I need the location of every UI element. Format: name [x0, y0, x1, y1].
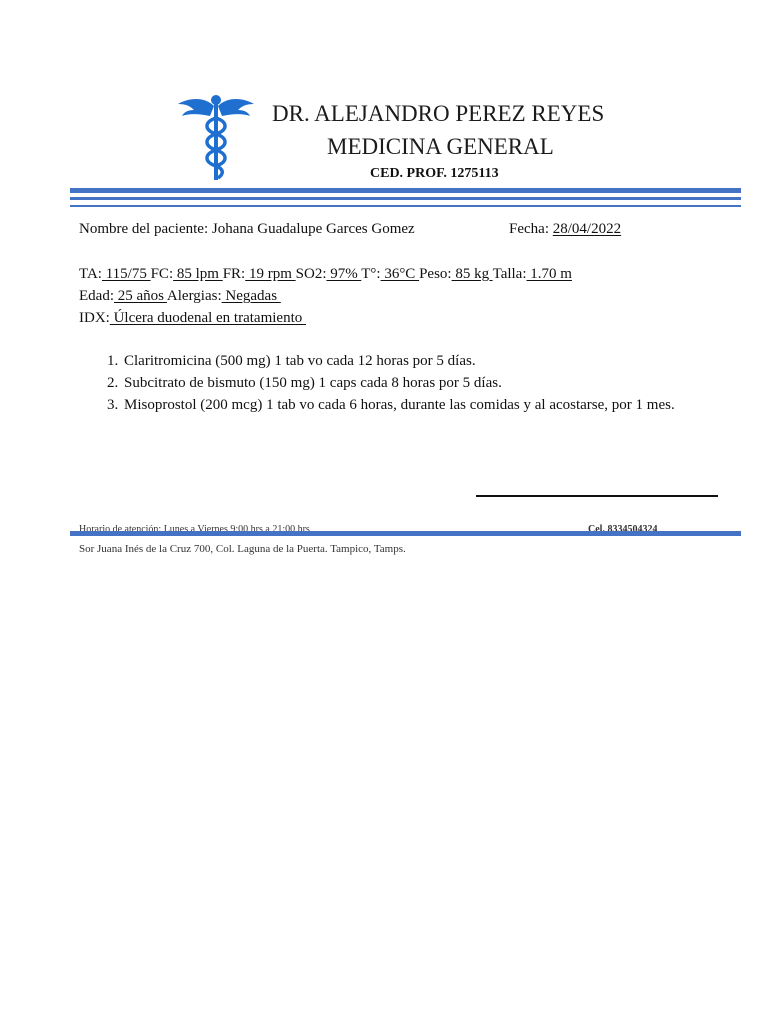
clinic-address: Sor Juana Inés de la Cruz 700, Col. Laguna de la Puerta. Tampico, Tamps. — [79, 543, 406, 555]
ta-value: 115/75 — [101, 266, 151, 282]
specialty: MEDICINA GENERAL — [327, 134, 554, 159]
patient-name-value: Johana Guadalupe Garces Gomez — [211, 221, 415, 237]
temp-value: 36°C — [380, 266, 420, 282]
idx-label: IDX: — [79, 310, 110, 326]
prescription-item: 2. Subcitrato de bismuto (150 mg) 1 caps cada 8 horas por 5 días. — [122, 372, 762, 394]
phone-number: Cel. 8334504324 — [588, 524, 658, 531]
so2-value: 97% — [326, 266, 362, 282]
temp-label: T°: — [361, 266, 381, 282]
footer-rule — [70, 531, 741, 536]
so2-label: SO2: — [295, 266, 327, 282]
office-hours: Horario de atención: Lunes a Viernes 9:00 hrs a 21:00 hrs — [79, 524, 310, 531]
weight-label: Peso: — [419, 266, 452, 282]
header-rule-thick — [70, 188, 741, 193]
fc-label: FC: — [150, 266, 174, 282]
diagnosis-row — [79, 310, 306, 327]
prescription-item: 1. Claritromicina (500 mg) 1 tab vo cada 12 horas por 5 días. — [122, 350, 762, 372]
allergy-label: Alergias: — [166, 288, 222, 304]
ta-label: TA: — [79, 266, 102, 282]
header-rule-mid — [70, 197, 741, 200]
date-label: Fecha: — [509, 221, 549, 237]
age-allergy-row — [79, 288, 281, 305]
prescription-item: 3. Misoprostol (200 mcg) 1 tab vo cada 6 horas, durante las comidas y al acostarse, por 1 mes. — [122, 394, 762, 416]
date-row — [509, 221, 621, 238]
header-rule-thin — [70, 205, 741, 207]
age-label: Edad: — [79, 288, 114, 304]
weight-value: 85 kg — [451, 266, 493, 282]
date-value: 28/04/2022 — [552, 221, 622, 237]
idx-value: Úlcera duodenal en tratamiento — [109, 310, 306, 326]
doctor-name: DR. ALEJANDRO PEREZ REYES — [272, 101, 605, 126]
fr-value: 19 rpm — [245, 266, 296, 282]
professional-license: CED. PROF. 1275113 — [370, 166, 499, 181]
patient-name-row — [79, 221, 415, 238]
height-value: 1.70 m — [526, 266, 572, 282]
age-value: 25 años — [114, 288, 167, 304]
signature-line — [476, 495, 718, 497]
fc-value: 85 lpm — [173, 266, 223, 282]
fr-label: FR: — [222, 266, 246, 282]
vitals-row — [79, 266, 572, 283]
allergy-value: Negadas — [221, 288, 281, 304]
patient-name-label: Nombre del paciente: — [79, 221, 209, 237]
height-label: Talla: — [492, 266, 527, 282]
caduceus-icon — [176, 92, 256, 182]
prescription-list — [82, 350, 762, 416]
